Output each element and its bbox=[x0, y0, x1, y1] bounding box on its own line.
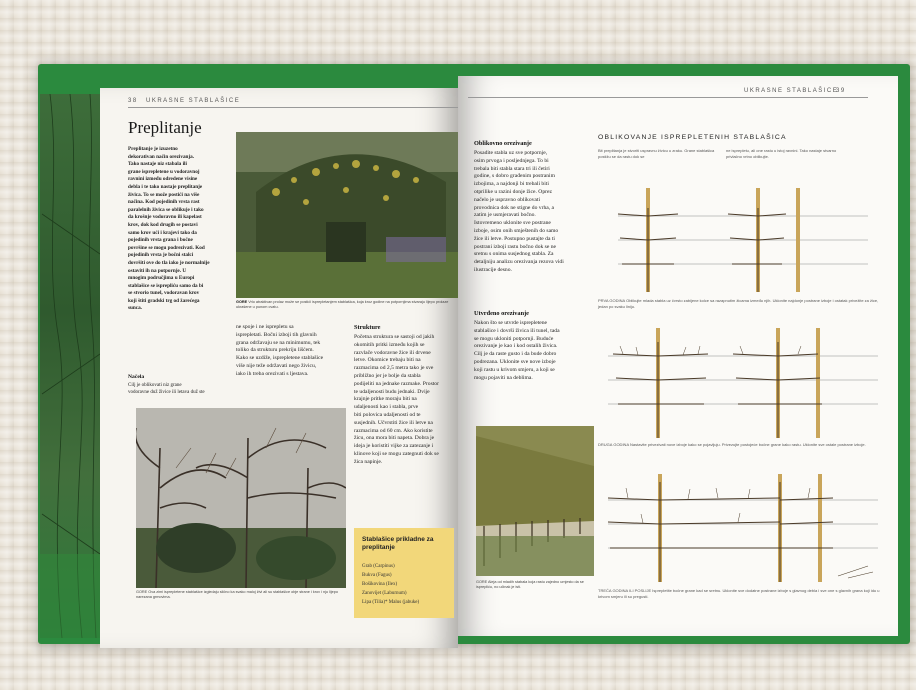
text-line: izbojima, a najdonji bi trebali biti bbox=[474, 181, 549, 188]
text-line: biti polovica udaljenosti od te bbox=[354, 411, 421, 418]
winter-trees-photo bbox=[136, 408, 346, 588]
box-item: Bukva (Fagus) bbox=[362, 573, 392, 578]
intro-line: da krošnje vodoravno ili kapelast bbox=[128, 214, 202, 221]
intro-line: debla i te tako nastaje preplitanje bbox=[128, 183, 203, 190]
intro-line: ostaviti ih na potpornje. U bbox=[128, 267, 187, 274]
page-number: 39 bbox=[836, 88, 846, 94]
text-line: žicu, ona mora biti napeta. Dobra je bbox=[354, 435, 435, 442]
text-line: sretnu s onima susjednog stabla. Za bbox=[474, 251, 554, 258]
text-line: zatim je usmjeravati bočno. bbox=[474, 212, 536, 219]
text-line: osim prvoga i posljednjega. To bi bbox=[474, 157, 549, 164]
text-line: Cilj je da raste gusto i da bude dobro bbox=[474, 351, 557, 358]
text-line: okomitih pritki između kojih se bbox=[354, 341, 425, 348]
left-page bbox=[100, 88, 458, 648]
intro-line: mnogim područjima u Europi bbox=[128, 275, 195, 282]
intro-line: Preplitanje je izuzetno bbox=[128, 146, 178, 152]
box-item: Grab (Carpinus) bbox=[362, 564, 395, 569]
caption-year-3: TREĆA GODINA ILI POSLIJE Isprepletite bočne grane kad se sretnu. Uklonite sve dodatne postrane izboje s glavnog debla i sve one s glavnih grana koji idu u krivom smjeru ili su pregusti. bbox=[598, 588, 880, 599]
text-line: orezivanje je kao i kod ostalih živica. bbox=[474, 343, 558, 350]
intro-line: Tako nastaje niz stabala ili bbox=[128, 161, 187, 168]
intro-line: koji štiti gradski trg od žarećega bbox=[128, 297, 200, 304]
text-line: više nije teže održavati nego živicu, bbox=[236, 362, 317, 369]
text-line: otprilike u razini donje žice. Oprez bbox=[474, 188, 552, 195]
laburnum-arch-photo bbox=[236, 132, 458, 298]
text-line: godine, s dobro građenim postranim bbox=[474, 173, 555, 180]
text-line: ilustracije desno. bbox=[474, 266, 512, 273]
page-title: Preplitanje bbox=[128, 118, 202, 137]
intro-line: se stvorio tunel, vodoravan krov bbox=[128, 290, 200, 297]
nacela-text bbox=[128, 382, 228, 396]
intro-line: dekorativan način orezivanja. bbox=[128, 153, 195, 160]
text-line: grana održavaju se na minimumu, tek bbox=[236, 339, 321, 346]
photo3-caption: GORE Aleja od mladih stabala koja rastu zajedno umjesto da se isprepliću, no učinak je isti. bbox=[476, 580, 584, 590]
text-line: klinove koji se mogu zategnuti dok se bbox=[354, 450, 439, 457]
text-line: Cilj je oblikovati niz grane bbox=[128, 383, 182, 388]
diagram-intro-right: ne isprepletu, ali one rastu u istoj ravnini. Tako nastaje stvarno privlačno vrtno oblikujte. bbox=[726, 148, 837, 159]
text-line: vodoravne duž živice ili letava duž ste bbox=[128, 390, 205, 395]
text-line: trebala biti stabla stara tri ili četiri bbox=[474, 165, 550, 172]
diagram-year-3 bbox=[598, 468, 888, 586]
text-line: udaljenosti kao i stabla, prve bbox=[354, 404, 419, 411]
intro-line: krov, dok kod drugih se postavi bbox=[128, 221, 198, 228]
text-line: načelo je uspravno oblikovati bbox=[474, 196, 541, 203]
intro-line: paralelnih živica se oblikuje i tako bbox=[128, 206, 204, 213]
text-line: žice ili letve. Postupno pustajte da ti bbox=[474, 235, 555, 242]
intro-line: načina. Kod pojedinih vrsta rast bbox=[128, 199, 200, 206]
column-2-text bbox=[236, 324, 346, 379]
rule bbox=[128, 107, 458, 108]
photo2-caption: GORE Ova zimi isprepletene stablašice izgledaju slično ka svako maloj živi ali su stablašice obje strane i krov i nju lijepo narezana grmovima. bbox=[136, 590, 338, 600]
text-line: Posadite stabla uz sve potpornje, bbox=[474, 150, 548, 156]
text-line: razmacima od 60 cm. Ako koristite bbox=[354, 427, 433, 434]
text-line: krajnje pritke moraju biti na bbox=[354, 396, 417, 403]
intro-line: dovršiti ove do tla iako je normalnije bbox=[128, 259, 210, 266]
intro-line: živica. To se može postići na više bbox=[128, 191, 200, 198]
intro-line: pojedinih vrsta je bočni stalci bbox=[128, 252, 194, 259]
box-title: Stablašice prikladne za preplitanje bbox=[362, 536, 434, 551]
text-line: stablašice i dovrši živica ili tunel, tada bbox=[474, 327, 560, 334]
text-line: ideja je koristiti vijke za zatezanje i bbox=[354, 443, 434, 450]
text-line: podijeliti na jednake razmake. Prostor bbox=[354, 380, 439, 387]
diagram-intro-left: Bit preplitanja je stvoriti uspravnu živicu u zraku. Grane stablašica postižu se da rastu dok se bbox=[598, 148, 715, 159]
utvrdjeno-text bbox=[474, 320, 592, 382]
text-line: Istovremeno uklonite sve postrane bbox=[474, 220, 551, 227]
running-head: UKRASNE STABLAŠICE bbox=[744, 88, 839, 94]
text-line: izboje, osim onih smještenih do samo bbox=[474, 227, 559, 234]
suitable-trees-box bbox=[354, 528, 454, 618]
box-item: Lipa (Tilia)* Malus (jabuke) bbox=[362, 600, 420, 605]
intro-line: sunca. bbox=[128, 305, 142, 312]
page-number: 38 bbox=[128, 98, 138, 104]
intro-line: ravnini između odredene visine bbox=[128, 176, 198, 183]
intro-line: stablašice se isprepliću samo da bi bbox=[128, 282, 204, 289]
cover-photo-strip bbox=[40, 94, 104, 638]
diagram-year-2 bbox=[598, 322, 888, 440]
photo1-caption bbox=[236, 300, 458, 311]
oblikovno-text bbox=[474, 150, 592, 275]
text-line: postrani izboji rastu bočno dok se ne bbox=[474, 243, 557, 250]
diagram-year-1 bbox=[598, 178, 888, 296]
diagram-title: OBLIKOVANJE ISPREPLETENIH STABLAŠICA bbox=[598, 134, 787, 141]
text-line: provodnica dok ne stigne do vrha, a bbox=[474, 204, 555, 211]
caption-text: Vrlo atraktivan prolaz može se postići isprepletanjem stablašica, koja kroz godine na potpornjima stvaraju lijepo prolaze ukrašene u punom cvatu. bbox=[236, 300, 449, 310]
text-line: isprepletati. Bočni izboji tih glavnih bbox=[236, 331, 317, 338]
avenue-photo bbox=[476, 426, 594, 576]
caption-label: GORE bbox=[236, 300, 248, 304]
intro-line: samo krov ući i krajevi tako da bbox=[128, 229, 197, 236]
text-line: mogu pojaviti na deblima. bbox=[474, 374, 533, 381]
text-line: letve. Okomice trebaju biti na bbox=[354, 357, 421, 364]
rule bbox=[468, 97, 868, 98]
intro-text bbox=[128, 146, 228, 313]
oblikovno-heading: Oblikovno orezivanje bbox=[474, 140, 532, 147]
text-line: Početna struktura se sastoji od jakih bbox=[354, 334, 435, 340]
running-head: UKRASNE STABLAŠICE bbox=[146, 98, 241, 104]
text-line: podrezana. Uklonite sve nove izboje bbox=[474, 358, 556, 365]
text-line: detaljniju analizu orezivanja rezova vidi bbox=[474, 259, 564, 266]
right-page bbox=[458, 76, 898, 636]
vegetation-image bbox=[40, 94, 104, 638]
text-line: razmacima od 2,5 metra tako je sve bbox=[354, 365, 434, 372]
text-line: Kako se uzdiže, isprepletene stablašice bbox=[236, 355, 324, 362]
text-line: žica napinje. bbox=[354, 458, 383, 465]
intro-line: pojedinih vrsta grana i bočne bbox=[128, 237, 193, 244]
text-line: se mogu ukloniti potpornji. Buduće bbox=[474, 335, 554, 342]
caption-year-2: DRUGA GODINA Nastavite privezivati nove izboje kako se pojavljuju. Privezujte postojeće bočne grane kako rastu. Uklonite sve ostale postrane izboje. bbox=[598, 442, 866, 447]
box-item: Bošikovina (Ilex) bbox=[362, 582, 398, 587]
strukture-heading: Strukture bbox=[354, 324, 381, 331]
strukture-text bbox=[354, 334, 458, 467]
text-line: Nakon što se utvrde isprepletene bbox=[474, 320, 548, 326]
text-line: razvlače vodoravne žice ili drvene bbox=[354, 349, 431, 356]
text-line: približno jer je bolje da stabla bbox=[354, 372, 421, 379]
text-line: toliko da strukturu prekriju lišćem. bbox=[236, 347, 314, 354]
caption-year-1: PRVA GODINA Oblikujte mlada stabla uz čvrsto zabijene kolce sa razapnutim žicama između njih. Uklonite najdonje postrane izboje i ostatak privežite za žice, jedan po svaku liniju. bbox=[598, 298, 879, 309]
intro-line: grane isprepletene u vodoravnoj bbox=[128, 168, 200, 175]
utvrdjeno-heading: Utvrđeno orezivanje bbox=[474, 310, 529, 317]
text-line: iako ih treba orezivati s ljestava. bbox=[236, 370, 309, 377]
intro-line: površine se mogu podrezivati. Kod bbox=[128, 244, 205, 251]
text-line: te udaljenosti budu jednaki. Dvije bbox=[354, 388, 430, 395]
box-item: Zanovijet (Laburnum) bbox=[362, 591, 407, 596]
text-line: koji rastu u krivom smjeru, a koji se bbox=[474, 366, 555, 373]
text-line: ne spoje i ne isprepletu sa bbox=[236, 324, 294, 330]
nacela-heading: Načela bbox=[128, 374, 145, 380]
text-line: susjednih. Učvrstiti žice ili letve na bbox=[354, 419, 433, 426]
